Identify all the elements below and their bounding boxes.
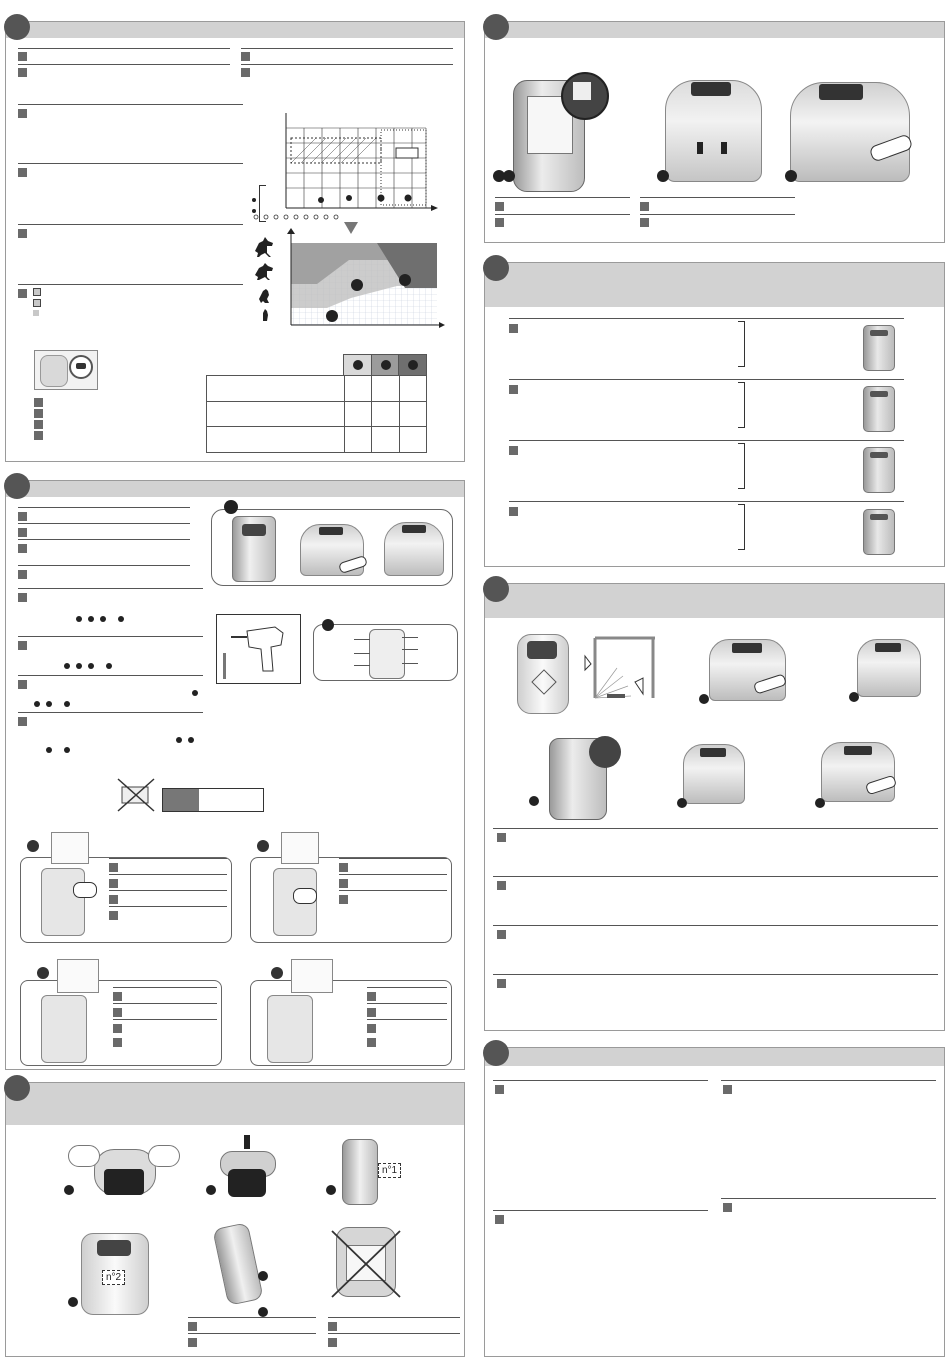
bullet-marker xyxy=(497,881,506,890)
bullet-marker xyxy=(113,1008,122,1017)
detection-beam-icon xyxy=(57,959,99,993)
sensor-thumbnail xyxy=(34,350,98,390)
panel-opening xyxy=(484,21,945,243)
panel-header xyxy=(485,584,944,618)
panel-header xyxy=(485,22,944,38)
bullet-marker xyxy=(497,930,506,939)
callout-4 xyxy=(68,1297,78,1307)
bullet-marker xyxy=(367,992,376,1001)
callout-1 xyxy=(64,1185,74,1195)
sensor-front-figure xyxy=(81,1233,149,1315)
bullet-marker xyxy=(18,52,27,61)
panel-test xyxy=(484,583,945,1031)
bullet-marker xyxy=(495,1215,504,1224)
mounting-option-d xyxy=(250,980,452,1066)
bullet-marker xyxy=(109,879,118,888)
sensor-button-figure xyxy=(785,70,915,190)
step-marker xyxy=(4,14,30,40)
hands-opening-figure xyxy=(68,1139,178,1201)
bracket xyxy=(738,504,745,550)
callout-2 xyxy=(657,170,669,182)
bullet-marker xyxy=(18,512,27,521)
bullet-marker xyxy=(113,992,122,1001)
detection-beam-icon xyxy=(291,959,333,993)
detection-beam-icon xyxy=(51,832,89,864)
step-marker xyxy=(4,473,30,499)
sensitivity-table xyxy=(206,354,427,453)
bullet-marker xyxy=(18,68,27,77)
panel-fixing xyxy=(5,1082,465,1357)
finger-press-icon xyxy=(865,775,897,796)
bullet-marker xyxy=(18,109,27,118)
sensor-parts-group xyxy=(313,624,458,681)
bullet-marker xyxy=(497,833,506,842)
panel-variants xyxy=(484,262,945,567)
position-tag: n°2 xyxy=(102,1270,125,1285)
bullet-marker xyxy=(723,1085,732,1094)
panel-header xyxy=(485,263,944,307)
bullet-marker xyxy=(34,398,43,407)
bullet-marker xyxy=(34,431,43,440)
callout-3 xyxy=(785,170,797,182)
bullet-marker xyxy=(509,324,518,333)
no-drill-icon xyxy=(116,777,156,813)
pet-dog-icon xyxy=(69,355,93,379)
detection-beam-icon xyxy=(281,832,319,864)
bullet-marker xyxy=(497,979,506,988)
bullet-marker xyxy=(18,593,27,602)
bullet-marker xyxy=(18,229,27,238)
bullet-marker xyxy=(328,1322,337,1331)
bracket xyxy=(738,382,745,428)
bullet-marker xyxy=(109,895,118,904)
bullet-marker xyxy=(18,544,27,553)
step-marker xyxy=(483,576,509,602)
bracket xyxy=(738,443,745,489)
bullet-marker xyxy=(18,289,27,298)
bullet-marker xyxy=(188,1322,197,1331)
sensor-views-group xyxy=(211,509,453,586)
sensor-variant-icon xyxy=(863,325,895,371)
sensor-press-figure xyxy=(709,639,786,701)
bullet-marker xyxy=(509,507,518,516)
callout-5 xyxy=(258,1307,268,1317)
panel-header xyxy=(6,481,464,497)
bullet-marker xyxy=(18,717,27,726)
sensor-variant-icon xyxy=(863,509,895,555)
bullet-marker xyxy=(367,1024,376,1033)
sensor-base-figure xyxy=(214,1221,276,1309)
bullet-marker xyxy=(367,1038,376,1047)
no-touch-lens-figure xyxy=(328,1223,404,1301)
callout-3 xyxy=(326,1185,336,1195)
panel-specifications xyxy=(484,1047,945,1357)
panel-header xyxy=(485,1048,944,1066)
bullet-marker xyxy=(339,879,348,888)
mounting-option-a xyxy=(20,857,232,943)
room-detection-diagram xyxy=(583,636,658,708)
cover-lift-figure xyxy=(214,1133,280,1199)
sensor-top-figure xyxy=(683,744,745,804)
step-marker xyxy=(483,1040,509,1066)
pet-height-chart xyxy=(246,108,446,213)
bullet-marker xyxy=(339,863,348,872)
panel-installation xyxy=(5,480,465,1070)
mounting-option-b xyxy=(250,857,452,943)
bullet-marker xyxy=(113,1024,122,1033)
sensor-press-figure xyxy=(821,742,895,802)
bullet-marker xyxy=(113,1038,122,1047)
drill-icon xyxy=(216,614,301,684)
bullet-marker xyxy=(723,1203,732,1212)
sensor-press-figure xyxy=(655,70,765,190)
callout-1 xyxy=(493,170,505,182)
step-marker xyxy=(483,14,509,40)
bracket xyxy=(738,321,745,367)
bullet-marker xyxy=(495,1085,504,1094)
sensor-top-figure xyxy=(857,639,921,697)
bullet-marker xyxy=(328,1338,337,1347)
bullet-marker xyxy=(34,409,43,418)
bullet-marker xyxy=(241,68,250,77)
sensor-variant-icon xyxy=(863,386,895,432)
step-marker xyxy=(483,255,509,281)
bullet-marker xyxy=(495,218,504,227)
accessory-strip xyxy=(162,788,264,812)
panel-header xyxy=(6,1083,464,1125)
bullet-marker xyxy=(18,680,27,689)
finger-press-icon xyxy=(338,555,368,574)
callout-2 xyxy=(206,1185,216,1195)
bullet-marker xyxy=(18,641,27,650)
bullet-marker xyxy=(109,863,118,872)
sensor-front-figure xyxy=(517,634,569,714)
bullet-marker xyxy=(495,202,504,211)
panel-pet-immunity xyxy=(5,21,465,462)
bullet-marker xyxy=(18,570,27,579)
sensor-side-figure xyxy=(336,1135,414,1207)
pet-dog-icon xyxy=(251,235,277,325)
bullet-marker xyxy=(640,218,649,227)
mounting-option-c xyxy=(20,980,222,1066)
bullet-marker xyxy=(188,1338,197,1347)
bullet-marker xyxy=(509,446,518,455)
bullet-marker xyxy=(241,52,250,61)
sensor-open-figure xyxy=(543,732,633,822)
finger-press-icon xyxy=(753,673,787,694)
bullet-marker xyxy=(367,1008,376,1017)
bullet-marker xyxy=(34,420,43,429)
bullet-marker xyxy=(509,385,518,394)
bullet-marker xyxy=(640,202,649,211)
sensor-open-figure xyxy=(499,62,614,192)
bullet-marker xyxy=(18,168,27,177)
sensor-variant-icon xyxy=(863,447,895,493)
step-marker xyxy=(4,1075,30,1101)
detection-zone-chart xyxy=(287,228,447,332)
bullet-marker xyxy=(339,895,348,904)
bullet-marker xyxy=(109,911,118,920)
bullet-marker xyxy=(18,528,27,537)
position-tag: n°1 xyxy=(378,1163,401,1178)
panel-header xyxy=(6,22,464,38)
